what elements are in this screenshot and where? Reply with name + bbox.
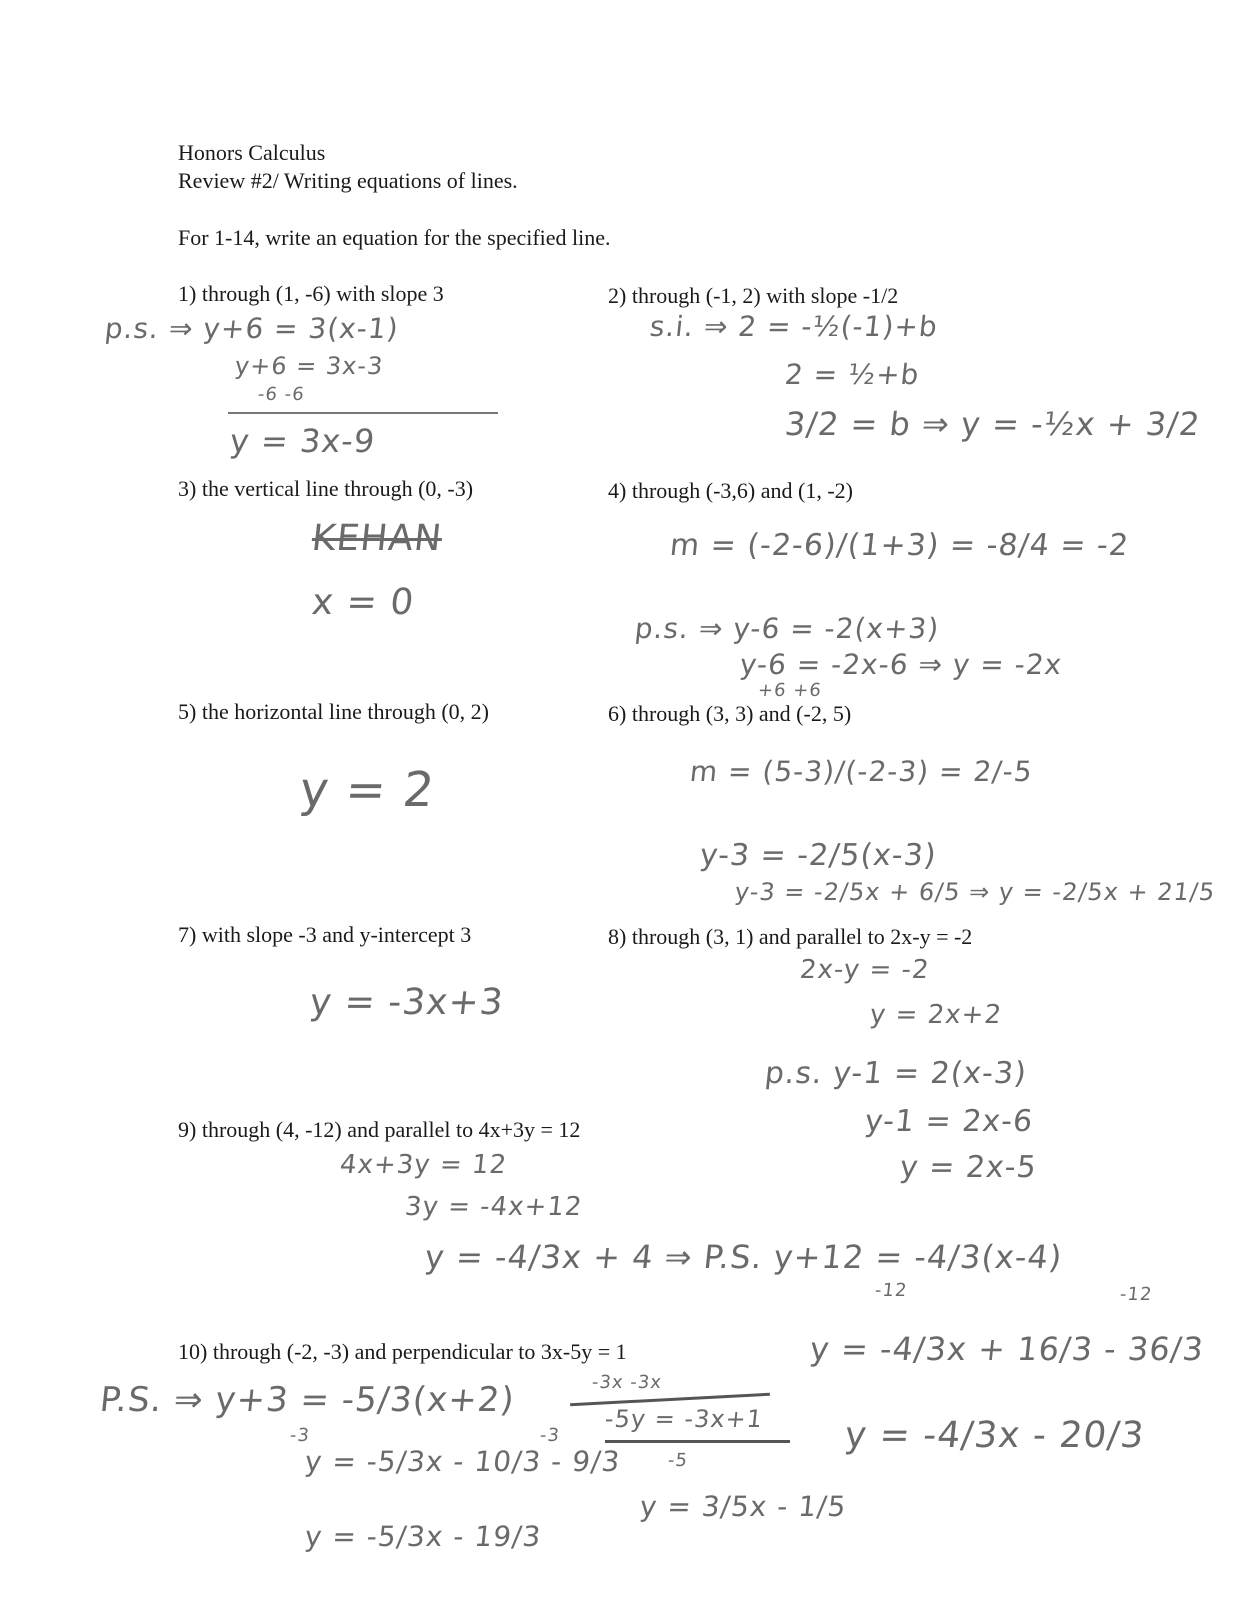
problem-prompt: 9) through (4, -12) and parallel to 4x+3y = 12 xyxy=(178,1117,581,1142)
handwritten-work: p.s. y-1 = 2(x-3) xyxy=(763,1056,1029,1091)
handwritten-answer: 3/2 = b ⇒ y = -½x + 3/2 xyxy=(783,405,1203,443)
problem-prompt: 7) with slope -3 and y-intercept 3 xyxy=(178,922,472,947)
handwritten-work: p.s. ⇒ y+6 = 3(x-1) xyxy=(103,312,401,345)
handwritten-work: y = -4/3x + 16/3 - 36/3 xyxy=(808,1330,1206,1368)
handwritten-work: -12 xyxy=(1118,1284,1154,1305)
handwritten-work: y-3 = -2/5(x-3) xyxy=(698,838,939,873)
handwritten-work: +6 +6 xyxy=(756,680,823,701)
problem-prompt: 3) the vertical line through (0, -3) xyxy=(178,476,474,501)
handwritten-answer: y = -4/3x - 20/3 xyxy=(842,1415,1147,1456)
handwritten-work: y = 2x+2 xyxy=(868,1000,1004,1030)
problem-prompt: 2) through (-1, 2) with slope -1/2 xyxy=(608,283,899,308)
handwritten-work: 4x+3y = 12 xyxy=(338,1150,509,1180)
handwritten-work: 3y = -4x+12 xyxy=(403,1192,585,1222)
handwritten-work: y+6 = 3x-3 xyxy=(233,352,385,380)
handwritten-work: m = (-2-6)/(1+3) = -8/4 = -2 xyxy=(668,528,1131,563)
handwritten-work: -12 xyxy=(873,1280,909,1301)
handwritten-work: 2 = ½+b xyxy=(783,358,922,391)
handwritten-answer: y = 3x-9 xyxy=(228,422,378,460)
course-title: Honors Calculus xyxy=(178,140,326,165)
handwritten-answer: y-6 = -2x-6 ⇒ y = -2x xyxy=(738,648,1064,681)
handwritten-work: p.s. ⇒ y-6 = -2(x+3) xyxy=(633,612,942,645)
problem-prompt: 4) through (-3,6) and (1, -2) xyxy=(608,478,853,503)
handwritten-answer: y-3 = -2/5x + 6/5 ⇒ y = -2/5x + 21/5 xyxy=(733,878,1217,906)
handwritten-work: m = (5-3)/(-2-3) = 2/-5 xyxy=(688,755,1035,788)
handwritten-answer: y = 3/5x - 1/5 xyxy=(638,1490,849,1523)
handwritten-work: -6 -6 xyxy=(256,384,306,405)
handwritten-work: P.S. ⇒ y+3 = -5/3(x+2) xyxy=(97,1380,517,1420)
worksheet-subtitle: Review #2/ Writing equations of lines. xyxy=(178,168,518,193)
problem-prompt: 5) the horizontal line through (0, 2) xyxy=(178,699,489,724)
handwritten-work: s.i. ⇒ 2 = -½(-1)+b xyxy=(648,310,940,343)
handwritten-answer: y = -5/3x - 19/3 xyxy=(303,1520,544,1553)
handwritten-answer: y = -3x+3 xyxy=(307,982,506,1023)
handwritten-answer: y = 2 xyxy=(297,762,438,818)
problem-prompt: 6) through (3, 3) and (-2, 5) xyxy=(608,701,852,726)
handwritten-work: 2x-y = -2 xyxy=(798,955,932,985)
handwritten-work: y-1 = 2x-6 xyxy=(863,1104,1035,1139)
handwritten-work: y = -5/3x - 10/3 - 9/3 xyxy=(303,1445,623,1478)
handwritten-answer: x = 0 xyxy=(309,582,417,623)
instructions: For 1-14, write an equation for the specified line. xyxy=(178,225,611,250)
divider xyxy=(605,1440,790,1443)
problem-prompt: 8) through (3, 1) and parallel to 2x-y = -2 xyxy=(608,924,973,949)
problem-prompt: 1) through (1, -6) with slope 3 xyxy=(178,281,444,306)
divider xyxy=(228,412,498,414)
handwritten-work: -5 xyxy=(666,1450,690,1471)
crossed-out-scribble: KEHAN xyxy=(309,518,445,559)
handwritten-answer: y = 2x-5 xyxy=(898,1150,1039,1185)
handwritten-work: -5y = -3x+1 xyxy=(603,1405,765,1433)
handwritten-work: y = -4/3x + 4 ⇒ P.S. y+12 = -4/3(x-4) xyxy=(423,1238,1065,1276)
handwritten-work: -3 xyxy=(538,1425,562,1446)
problem-prompt: 10) through (-2, -3) and perpendicular to 3x-5y = 1 xyxy=(178,1339,627,1364)
handwritten-work: -3x -3x xyxy=(590,1372,664,1393)
handwritten-work: -3 xyxy=(288,1425,312,1446)
